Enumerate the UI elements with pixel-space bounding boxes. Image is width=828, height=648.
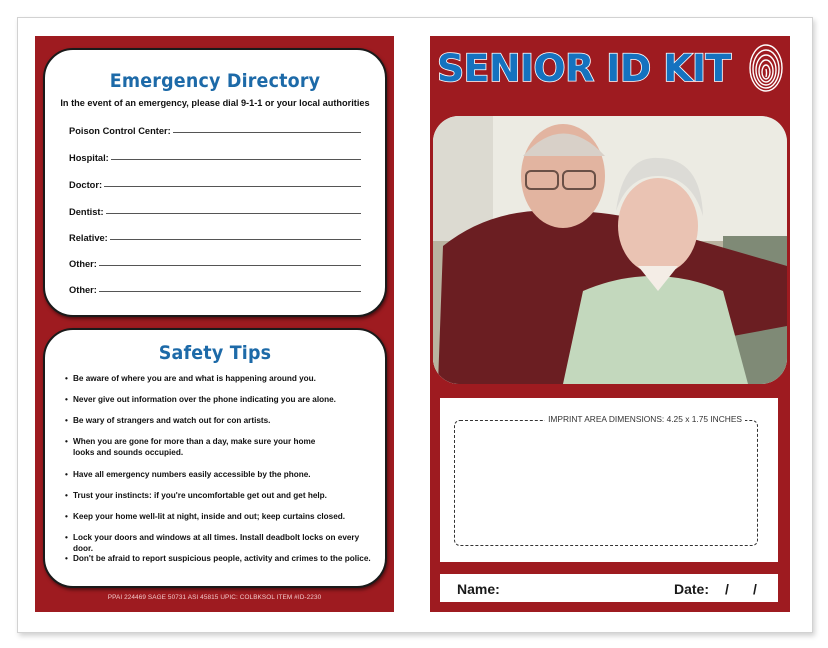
tip-item: • Keep your home well-lit at night, inside and out; keep curtains closed. xyxy=(65,512,346,521)
name-label[interactable]: Name: xyxy=(457,581,500,597)
field-poison-control[interactable] xyxy=(69,126,361,136)
kit-title: SENIOR ID KIT xyxy=(437,46,731,90)
tip-item: • Be wary of strangers and watch out for con artists. xyxy=(65,416,271,425)
tip-item: • Trust your instincts: if you're uncomfortable get out and get help. xyxy=(65,491,327,500)
bullet-icon: • xyxy=(65,437,68,446)
field-label: Hospital: xyxy=(69,153,109,163)
field-label: Doctor: xyxy=(69,180,103,190)
write-line[interactable] xyxy=(106,213,361,214)
field-other-1[interactable] xyxy=(69,259,361,269)
name-date-bar xyxy=(440,574,778,602)
bullet-icon: • xyxy=(65,470,68,479)
write-line[interactable] xyxy=(173,132,361,133)
product-codes: PPAI 224469 SAGE 50731 ASI 45815 UPIC: COLBKSOL ITEM #ID-2230 xyxy=(107,594,322,601)
bullet-icon: • xyxy=(65,395,68,404)
field-label: Dentist: xyxy=(69,207,104,217)
tip-item: • Have all emergency numbers easily accessible by the phone. xyxy=(65,470,311,479)
couple-photo xyxy=(433,116,787,384)
tip-item: • Never give out information over the phone indicating you are alone. xyxy=(65,395,336,404)
tip-item: • When you are gone for more than a day, make sure your home looks and sounds occupied. xyxy=(65,437,316,457)
directory-intro: In the event of an emergency, please dial 9-1-1 or your local authorities xyxy=(60,98,370,108)
bullet-icon: • xyxy=(65,491,68,500)
field-relative[interactable] xyxy=(69,233,361,243)
tip-item: • Lock your doors and windows at all times. Install deadbolt locks on every door. xyxy=(65,533,360,553)
imprint-label: IMPRINT AREA DIMENSIONS: 4.25 x 1.75 INCHES xyxy=(545,414,745,424)
field-doctor[interactable] xyxy=(69,180,361,190)
imprint-area xyxy=(440,398,778,562)
field-label: Other: xyxy=(69,259,97,269)
bullet-icon: • xyxy=(65,512,68,521)
bullet-icon: • xyxy=(65,374,68,383)
directory-title: Emergency Directory xyxy=(109,70,321,92)
field-label: Other: xyxy=(69,285,97,295)
date-separator: / xyxy=(725,581,729,597)
date-separator: / xyxy=(753,581,757,597)
cover-panel xyxy=(430,36,790,612)
write-line[interactable] xyxy=(110,239,361,240)
emergency-directory-card xyxy=(43,48,387,317)
date-label[interactable]: Date: xyxy=(674,581,710,597)
tip-item: • Don't be afraid to report suspicious people, activity and crimes to the police. xyxy=(65,554,371,563)
safety-title: Safety Tips xyxy=(158,342,272,364)
fingerprint-icon xyxy=(748,42,784,94)
bullet-icon: • xyxy=(65,533,68,542)
field-hospital[interactable] xyxy=(69,153,361,163)
field-dentist[interactable] xyxy=(69,207,361,217)
tip-item: • Be aware of where you are and what is happening around you. xyxy=(65,374,316,383)
back-panel xyxy=(35,36,394,612)
bullet-icon: • xyxy=(65,416,68,425)
photo-illustration xyxy=(433,116,787,384)
write-line[interactable] xyxy=(99,265,361,266)
write-line[interactable] xyxy=(99,291,361,292)
write-line[interactable] xyxy=(111,159,361,160)
write-line[interactable] xyxy=(104,186,361,187)
field-label: Relative: xyxy=(69,233,108,243)
field-label: Poison Control Center: xyxy=(69,126,171,136)
field-other-2[interactable] xyxy=(69,285,361,295)
safety-tips-card xyxy=(43,328,387,588)
imprint-dashed-box xyxy=(454,414,758,546)
bullet-icon: • xyxy=(65,554,68,563)
